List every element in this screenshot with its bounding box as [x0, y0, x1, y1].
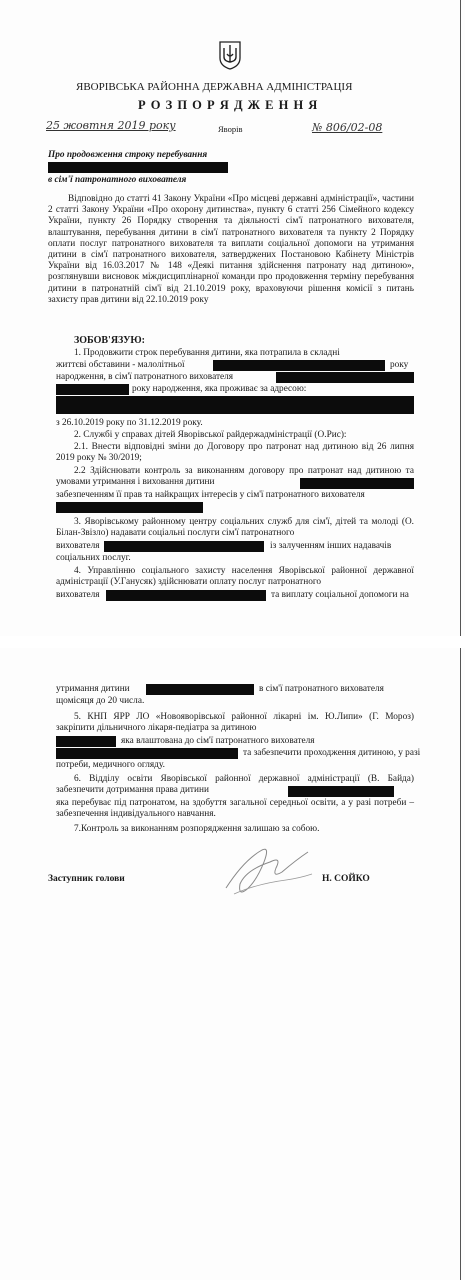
redaction-bar — [300, 478, 414, 489]
item-6-text: 6. Відділу освіти Яворівської районної державної адміністрації (В. Байда) забезпечити дотримання права дитини — [56, 774, 414, 796]
redaction-bar — [213, 360, 385, 371]
page-edge — [460, 0, 461, 636]
item-5-line-b: яка влаштована до сім'ї патронатного вихователя — [121, 736, 315, 746]
page-edge — [460, 648, 461, 1280]
redaction-bar — [48, 162, 228, 173]
redaction-bar — [56, 748, 238, 759]
preamble-text: Відповідно до статті 41 Закону України «Про місцеві державні адміністрації», частини 2 статті Закону України «Про охорону дитинства», пункту 6 статті 256 Сімейного кодексу України, пункту 26 Порядку створення та діяльності сім'ї патронатного вихователя, влаштування, перебування дитини в сім'ї патронатного вихователя та пункту 2 Порядку оплати послуг патронатного вихователя та виплати соціальної допомоги на утримання дитини в сім'ї патронатного вихователя, затверджених Постановою Кабінету Міністрів України від 16.03.2017 № 148 «Деякі питання здійснення патронату над дитиною», розглянувши висновок міждисциплінарної команди про продовження терміну перебування дитини в патронатній сім'ї від 21.10.2019 року, враховуючи рішення комісії з питань захисту прав дитини від 22.10.2019 року — [48, 194, 414, 305]
item-4-text: 4. Управлінню соціального захисту населення Яворівської районної державної адміністрації (У.Ганусяк) здійснювати оплату послуг патронатного — [56, 566, 414, 588]
item-4-line-b: вихователя — [56, 590, 100, 600]
redaction-bar — [56, 396, 414, 414]
item-4-line-c: та виплату соціальної допомоги на — [271, 590, 409, 600]
document-page-2 — [0, 648, 465, 1280]
item-1-line-d: народження, в сім'ї патронатного вихователя — [56, 372, 234, 382]
item-1-line-a: 1. Продовжити строк перебування дитини, яка потрапила в складні — [74, 348, 340, 358]
item-3-line-c: із залученням інших надавачів — [270, 541, 392, 551]
redaction-bar — [56, 502, 203, 513]
order-date: 25 жовтня 2019 року — [46, 119, 176, 132]
item-2-1-text: 2.1. Внести відповідні зміни до Договору про патронат над дитиною від 26 липня 2019 року № 30/2019; — [56, 442, 414, 464]
document-page-1 — [0, 0, 465, 636]
item-5-line-d: потреби, медичного огляду. — [56, 760, 165, 770]
order-number: № 806/02-08 — [312, 121, 383, 134]
order-title-line1: Про продовження строку перебування — [48, 150, 208, 160]
signatory-position: Заступник голови — [48, 874, 125, 884]
item-3-line-b: вихователя — [56, 541, 100, 551]
item-1-line-e: року народження, яка проживає за адресою: — [132, 384, 307, 394]
org-title: ЯВОРІВСЬКА РАЙОННА ДЕРЖАВНА АДМІНІСТРАЦІЯ — [76, 81, 353, 93]
item-4-line-f: щомісяця до 20 числа. — [56, 696, 145, 706]
item-1-period: з 26.10.2019 року по 31.12.2019 року. — [56, 418, 203, 428]
item-3-line-d: соціальних послуг. — [56, 553, 131, 563]
item-3-text: 3. Яворівському районному центру соціальних служб для сім'ї, дітей та молоді (О. Білан-Звізло) надавати соціальні послуги сім'ї патронатного — [56, 517, 414, 539]
redaction-bar — [56, 736, 116, 747]
item-6-line-b: яка перебуває під патронатом, на здобуття загальної середньої освіти, а у разі потреби – забезпечення індивідуального навчання. — [56, 798, 414, 820]
redaction-bar — [56, 384, 129, 395]
item-2-2-text: 2.2 Здійснювати контроль за виконанням договору про патронат над дитиною та умовами утримання і виховання дитини — [56, 466, 414, 488]
oblige-heading: ЗОБОВ'ЯЗУЮ: — [74, 335, 146, 346]
order-title-line2: в сім'ї патронатного вихователя — [48, 175, 187, 185]
trident-emblem-icon — [218, 40, 242, 70]
order-city: Яворів — [218, 124, 243, 134]
item-5-text: 5. КНП ЯРР ЛО «Новояворівської районної лікарні ім. Ю.Липи» (Г. Мороз) закріпити дільничного лікаря-педіатра за дитиною — [56, 712, 414, 734]
item-1-line-b: життєві обставини - малолітньої — [56, 360, 185, 370]
item-2-heading: 2. Службі у справах дітей Яворівської райдержадміністрації (О.Рис): — [74, 430, 347, 440]
doc-type-title: Р О З П О Р Я Д Ж Е Н Н Я — [138, 98, 319, 112]
handwritten-signature — [216, 838, 316, 900]
signatory-name: Н. СОЙКО — [322, 874, 370, 884]
item-1-year: року — [390, 360, 409, 370]
redaction-bar — [276, 372, 414, 383]
item-4-line-d: утримання дитини — [56, 684, 130, 694]
item-2-2-line-b: забезпеченням її прав та найкращих інтересів у сім'ї патронатного вихователя — [56, 490, 365, 500]
redaction-bar — [288, 786, 394, 797]
redaction-bar — [146, 684, 254, 695]
item-7-text: 7.Контроль за виконанням розпорядження залишаю за собою. — [74, 824, 320, 834]
redaction-bar — [104, 541, 264, 552]
item-5-line-c: та забезпечити проходження дитиною, у разі — [243, 748, 421, 758]
redaction-bar — [106, 590, 266, 601]
item-4-line-e: в сім'ї патронатного вихователя — [259, 684, 384, 694]
